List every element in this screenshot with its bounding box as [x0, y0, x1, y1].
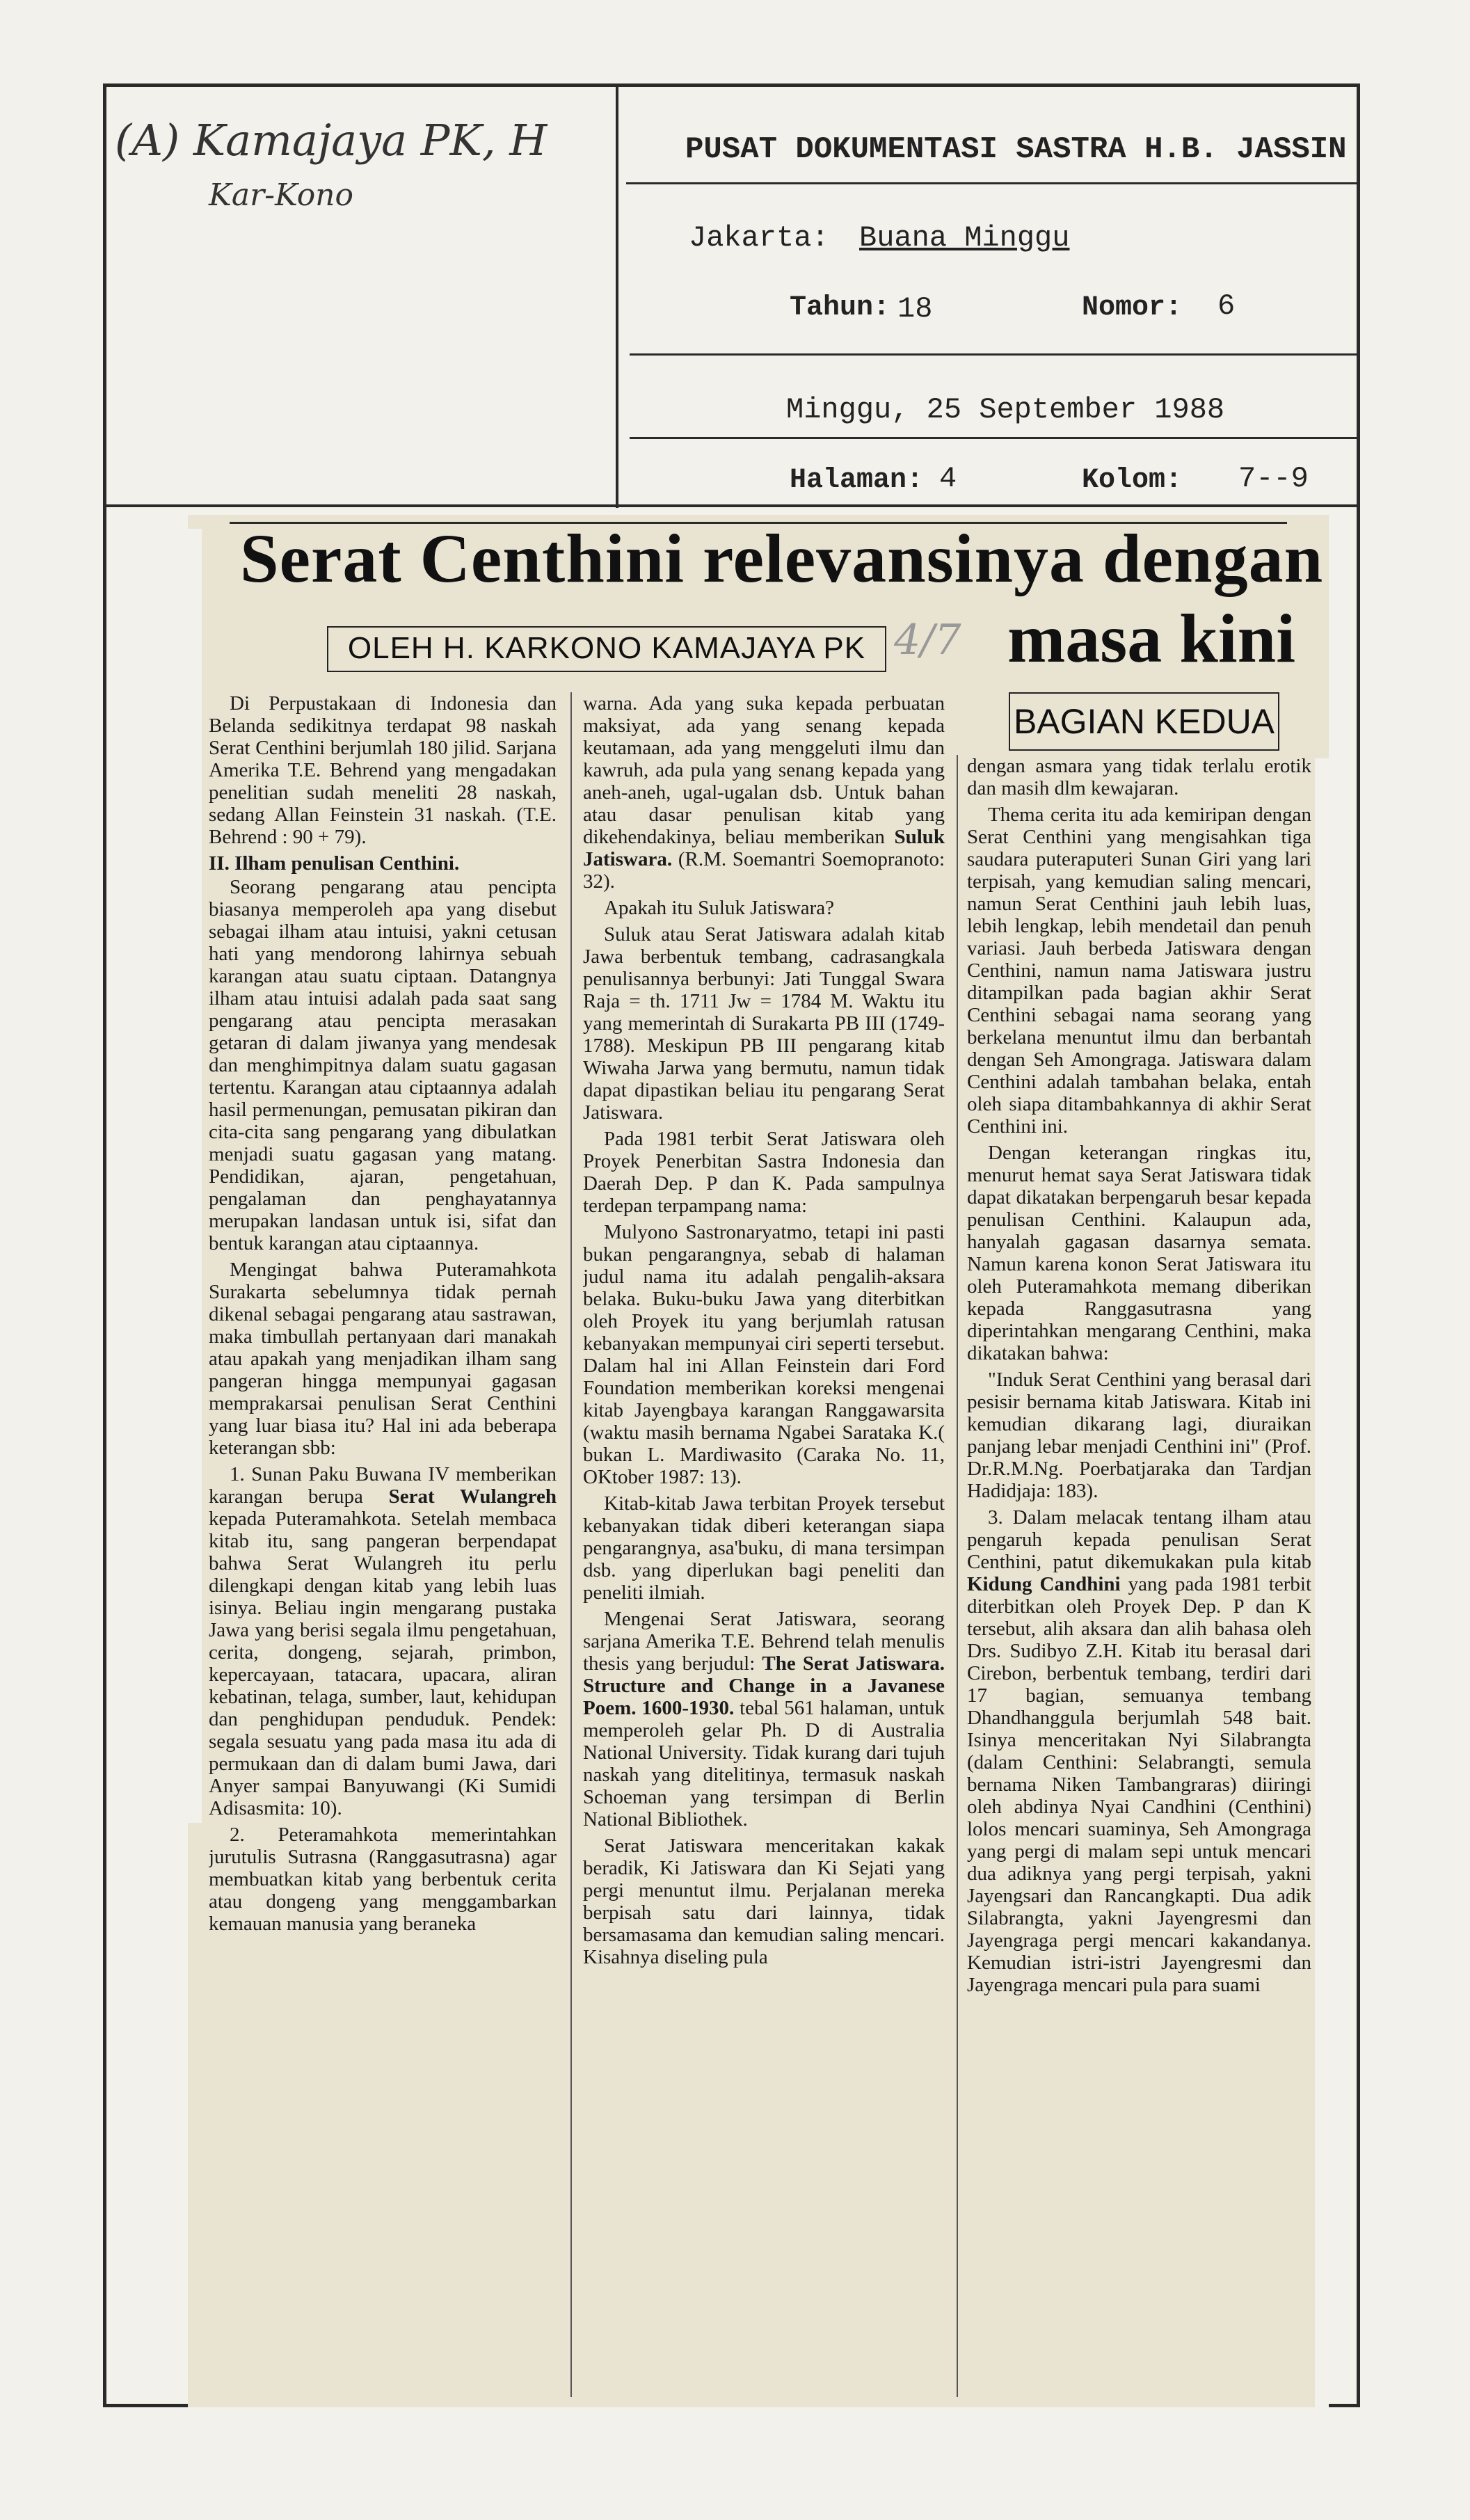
column-rule	[957, 755, 958, 2397]
book-title-suluk: Suluk Jatiswara.	[583, 826, 945, 870]
col1-heading: II. Ilham penulisan Centhini.	[209, 852, 460, 875]
thesis-title: The Serat Jatiswara. Structure and Change in a Javanese Poem. 1600-1930.	[583, 1652, 945, 1719]
publication-date: Minggu, 25 September 1988	[786, 393, 1225, 426]
col3-paragraph: Thema cerita itu ada kemiripan dengan Serat Centhini yang mengisahkan tiga saudara puteraputeri Sunan Giri yang lari terpisah, yang kemudian saling mencari, namun Serat Centhini jauh lebih luas, lebih lengkap, lebih mendetail dan penuh variasi. Jauh berbeda Jatiswara dengan Centhini, namun nama Jatiswara justru ditampilkan pada bagian akhir Serat Centhini sebagai nama seorang yang berkelana menuntut ilmu dan berbantah dengan Seh Amongraga. Jatiswara dalam Centhini adalah tambahan belaka, entah oleh siapa ditambahkannya di akhir Serat Centhini ini.	[967, 804, 1311, 1138]
col3-paragraph	[967, 1506, 1311, 1996]
section-badge: BAGIAN KEDUA	[1009, 692, 1279, 751]
col3-paragraph: Dengan keterangan ringkas itu, menurut hemat saya Serat Jatiswara tidak dapat dikatakan berpengaruh besar kepada penulisan Centhini. Kalaupun ada, hanyalah gagasan dasarnya semata. Namun karena konon Serat Jatiswara itu oleh Puteramahkota memang diberikan kepada Ranggasutrasna yang diperintahkan mengarang Centhini, maka dikatakan bahwa:	[967, 1142, 1311, 1364]
article-column-2	[583, 692, 945, 2400]
book-title-kidung: Kidung Candhini	[967, 1573, 1121, 1595]
form-separator-2	[630, 353, 1357, 356]
column-rule	[570, 692, 572, 2397]
number-value: 6	[1217, 289, 1236, 323]
col1-text: 1. Sunan Paku Buwana IV memberikan karangan berupa	[209, 1463, 557, 1508]
handwritten-author-note: (A) Kamajaya PK, H	[115, 115, 548, 166]
col3-text: 3. Dalam melacak tentang ilham atau pengaruh kepada penulisan Serat Centhini, patut dikemukakan pula kitab	[967, 1506, 1311, 1573]
page-label: Halaman:	[790, 465, 924, 496]
col2-paragraph: Serat Jatiswara menceritakan kakak beradik, Ki Jatiswara dan Ki Sejati yang pergi menuntut ilmu. Perjalanan mereka berpisah satu dari lainnya, tidak bersamasama dan kemudian saling mencari. Kisahnya diseling pula	[583, 1835, 945, 1968]
col1-paragraph: Mengingat bahwa Puteramahkota Surakarta sebelumnya tidak pernah dikenal sebagai pengarang atau sastrawan, maka timbullah pertanyaan dari manakah atau apakah yang menjadikan ilham sang pangeran hingga mempunyai gagasan memprakarsai penulisan Serat Centhini yang luar biasa itu? Hal ini ada beberapa keterangan sbb:	[209, 1259, 557, 1459]
article-title-line1: Serat Centhini relevansinya dengan	[240, 520, 1324, 597]
publication-name: Buana Minggu	[859, 221, 1070, 255]
clipping-cutout-left	[188, 529, 202, 1823]
col2-paragraph: Mulyono Sastronaryatmo, tetapi ini pasti bukan pengarangnya, sebab di halaman judul nama itu adalah pengalih-aksara belaka. Buku-buku Jawa yang diterbitkan oleh Proyek itu yang berjumlah ratusan kebanyakan mempunyai ciri seperti tersebut. Dalam hal ini Allan Feinstein dari Ford Foundation memberikan koreksi mengenai kitab Jayengbaya karangan Ranggawarsita (waktu masih bernama Ngabei Sarataka K.( bukan L. Mardiwasito (Caraka No. 11, OKtober 1987: 13).	[583, 1221, 945, 1488]
article-column-3	[967, 755, 1311, 2400]
col2-text: warna. Ada yang suka kepada perbuatan maksiyat, ada yang senang kepada keutamaan, ada yang menggeluti ilmu dan kawruh, ada pula yang senang kepada yang aneh-aneh, ugal-ugalan dsb. Untuk bahan atau dasar penulisan kitab yang dikehendakinya, beliau memberikan	[583, 692, 945, 848]
col2-paragraph	[583, 692, 945, 893]
col2-paragraph: Kitab-kitab Jawa terbitan Proyek tersebut kebanyakan tidak diberi keterangan siapa pengarangnya, asa'buku, di mana tersimpan dsb. yang diperlukan bagi peneliti dan peneliti ilmiah.	[583, 1492, 945, 1604]
column-value: 7--9	[1238, 462, 1309, 495]
col1-text: kepada Puteramahkota. Setelah membaca kitab itu, sang pangeran berpendapat bahwa Serat Wulangreh itu perlu dilengkapi dengan kitab yang lebih luas isinya. Beliau ingin mengarang pustaka Jawa yang berisi segala ilmu pengetahuan, cerita, dongeng, sejarah, primbon, kepercayaan, tatacara, upacara, aliran kebatinan, telaga, sumber, laut, kehidupan dan penghidupan penduduk. Pendek: segala sesuatu yang pada masa itu ada di permukaan dan di dalam bumi Jawa, dari Anyer sampai Banyuwangi (Ki Sumidi Adisasmita: 10).	[209, 1508, 557, 1819]
article-title-line2: masa kini	[1007, 600, 1296, 677]
col2-paragraph: Apakah itu Suluk Jatiswara?	[604, 897, 835, 919]
col2-text: Mengenai Serat Jatiswara, seorang sarjana Amerika T.E. Behrend telah menulis thesis yang berjudul:	[583, 1608, 945, 1675]
page-mark: 4/7	[894, 616, 961, 664]
form-separator-3	[630, 437, 1357, 439]
year-value: 18	[897, 292, 933, 326]
col2-text: (R.M. Soemantri Soemopranoto: 32).	[583, 848, 945, 893]
article-byline: OLEH H. KARKONO KAMAJAYA PK	[327, 626, 886, 672]
number-label: Nomor:	[1082, 292, 1183, 324]
handwritten-author-note-2: Kar-Kono	[209, 177, 354, 213]
form-left-border	[103, 83, 106, 2407]
book-title-wulangreh: Serat Wulangreh	[388, 1485, 557, 1508]
col2-text: tebal 561 halaman, untuk memperoleh gelar Ph. D di Australia National University. Tidak kurang dari tujuh naskah yang ditelitinya, termasuk naskah Schoeman yang tersimpan di Berlin National Bibliothek.	[583, 1697, 945, 1831]
location-label: Jakarta:	[689, 221, 829, 255]
col3-paragraph: "Induk Serat Centhini yang berasal dari pesisir bernama kitab Jatiswara. Kitab ini kemudian dikarang lagi, diuraikan panjang lebar menjadi Centhini ini" (Prof. Dr.R.M.Ng. Poerbatjaraka dan Tardjan Hadidjaja: 183).	[967, 1369, 1311, 1502]
col3-paragraph: dengan asmara yang tidak terlalu erotik dan masih dlm kewajaran.	[967, 755, 1311, 799]
col1-intro: Di Perpustakaan di Indonesia dan Belanda sedikitnya terdapat 98 naskah Serat Centhini berjumlah 180 jilid. Sarjana Amerika T.E. Behrend yang mengadakan penelitian sudah meneliti 28 naskah, sedang Allan Feinstein 31 naskah. (T.E. Behrend : 90 + 79).	[209, 692, 557, 848]
col2-paragraph: Suluk atau Serat Jatiswara adalah kitab Jawa berbentuk tembang, cadrasangkala penulisannya berbunyi: Jati Tunggal Swara Raja = th. 1711 Jw = 1784 M. Waktu itu yang memerintah di Surakarta PB III (1749-1788). Meskipun PB III pengarang kitab Wiwaha Jarwa yang bermutu, namun tidak dapat dipastikan beliau itu pengarang Serat Jatiswara.	[583, 923, 945, 1124]
clipping-cutout-right	[1315, 758, 1329, 2407]
archive-institution: PUSAT DOKUMENTASI SASTRA H.B. JASSIN	[685, 132, 1347, 167]
col1-paragraph	[209, 1463, 557, 1819]
col1-paragraph: 2. Peteramahkota memerintahkan jurutulis Sutrasna (Ranggasutrasna) agar membuatkan kitab yang berbentuk cerita atau dongeng yang menggambarkan kemauan manusia yang beraneka	[209, 1824, 557, 1935]
column-label: Kolom:	[1082, 465, 1183, 496]
year-label: Tahun:	[790, 292, 890, 324]
col3-text: yang pada 1981 terbit diterbitkan oleh Proyek Dep. P dan K tersebut, alih aksara dan alih bahasa oleh Drs. Sudibyo Z.H. Kitab itu berasal dari Cirebon, berbentuk tembang, terdiri dari 17 bagian, semuanya tembang Dhandhanggula berjumlah 548 bait. Isinya menceritakan Nyi Silabrangta (dalam Centhini: Selabrangti, semula bernama Niken Tambangraras) diiringi oleh abdinya Nyai Candhini (Centhini) lolos mencari suaminya, Seh Amongraga yang pergi di malam sepi untuk mencari dua adiknya yang pergi terpisah, yakni Jayengsari dan Rancangkapti. Dua adik Silabrangta, yakni Jayengresmi dan Jayengraga pergi mencari kakandanya. Kemudian istri-istri Jayengresmi dan Jayengraga mencari pula para suami	[967, 1573, 1311, 1996]
form-divider	[616, 83, 618, 508]
form-top-border	[103, 83, 1359, 87]
form-separator-4	[103, 504, 1359, 507]
page-value: 4	[939, 462, 957, 495]
col2-paragraph	[583, 1608, 945, 1831]
col1-paragraph: Seorang pengarang atau pencipta biasanya memperoleh apa yang disebut sebagai ilham atau intuisi, yakni cetusan hati yang mendorong lahirnya sebuah karangan atau suatu ciptaan. Datangnya ilham atau intuisi adalah pada saat sang pengarang atau pencipta merasakan getaran di dalam jiwanya yang mendesak dan menghimpitnya dalam suatu gagasan tertentu. Karangan atau ciptaannya adalah hasil permenungan, pemusatan pikiran dan cita-cita sang pengarang yang dibulatkan menjadi suatu gagasan yang matang. Pendidikan, ajaran, pengetahuan, pengalaman dan penghayatannya merupakan landasan untuk isi, sifat dan bentuk karangan atau ciptaannya.	[209, 876, 557, 1254]
form-right-border	[1357, 83, 1360, 2407]
form-separator-1	[626, 182, 1357, 184]
article-column-1	[209, 692, 557, 2400]
col2-paragraph: Pada 1981 terbit Serat Jatiswara oleh Proyek Penerbitan Sastra Indonesia dan Daerah Dep. P dan K. Pada sampulnya terdepan terpampang nama:	[583, 1128, 945, 1217]
